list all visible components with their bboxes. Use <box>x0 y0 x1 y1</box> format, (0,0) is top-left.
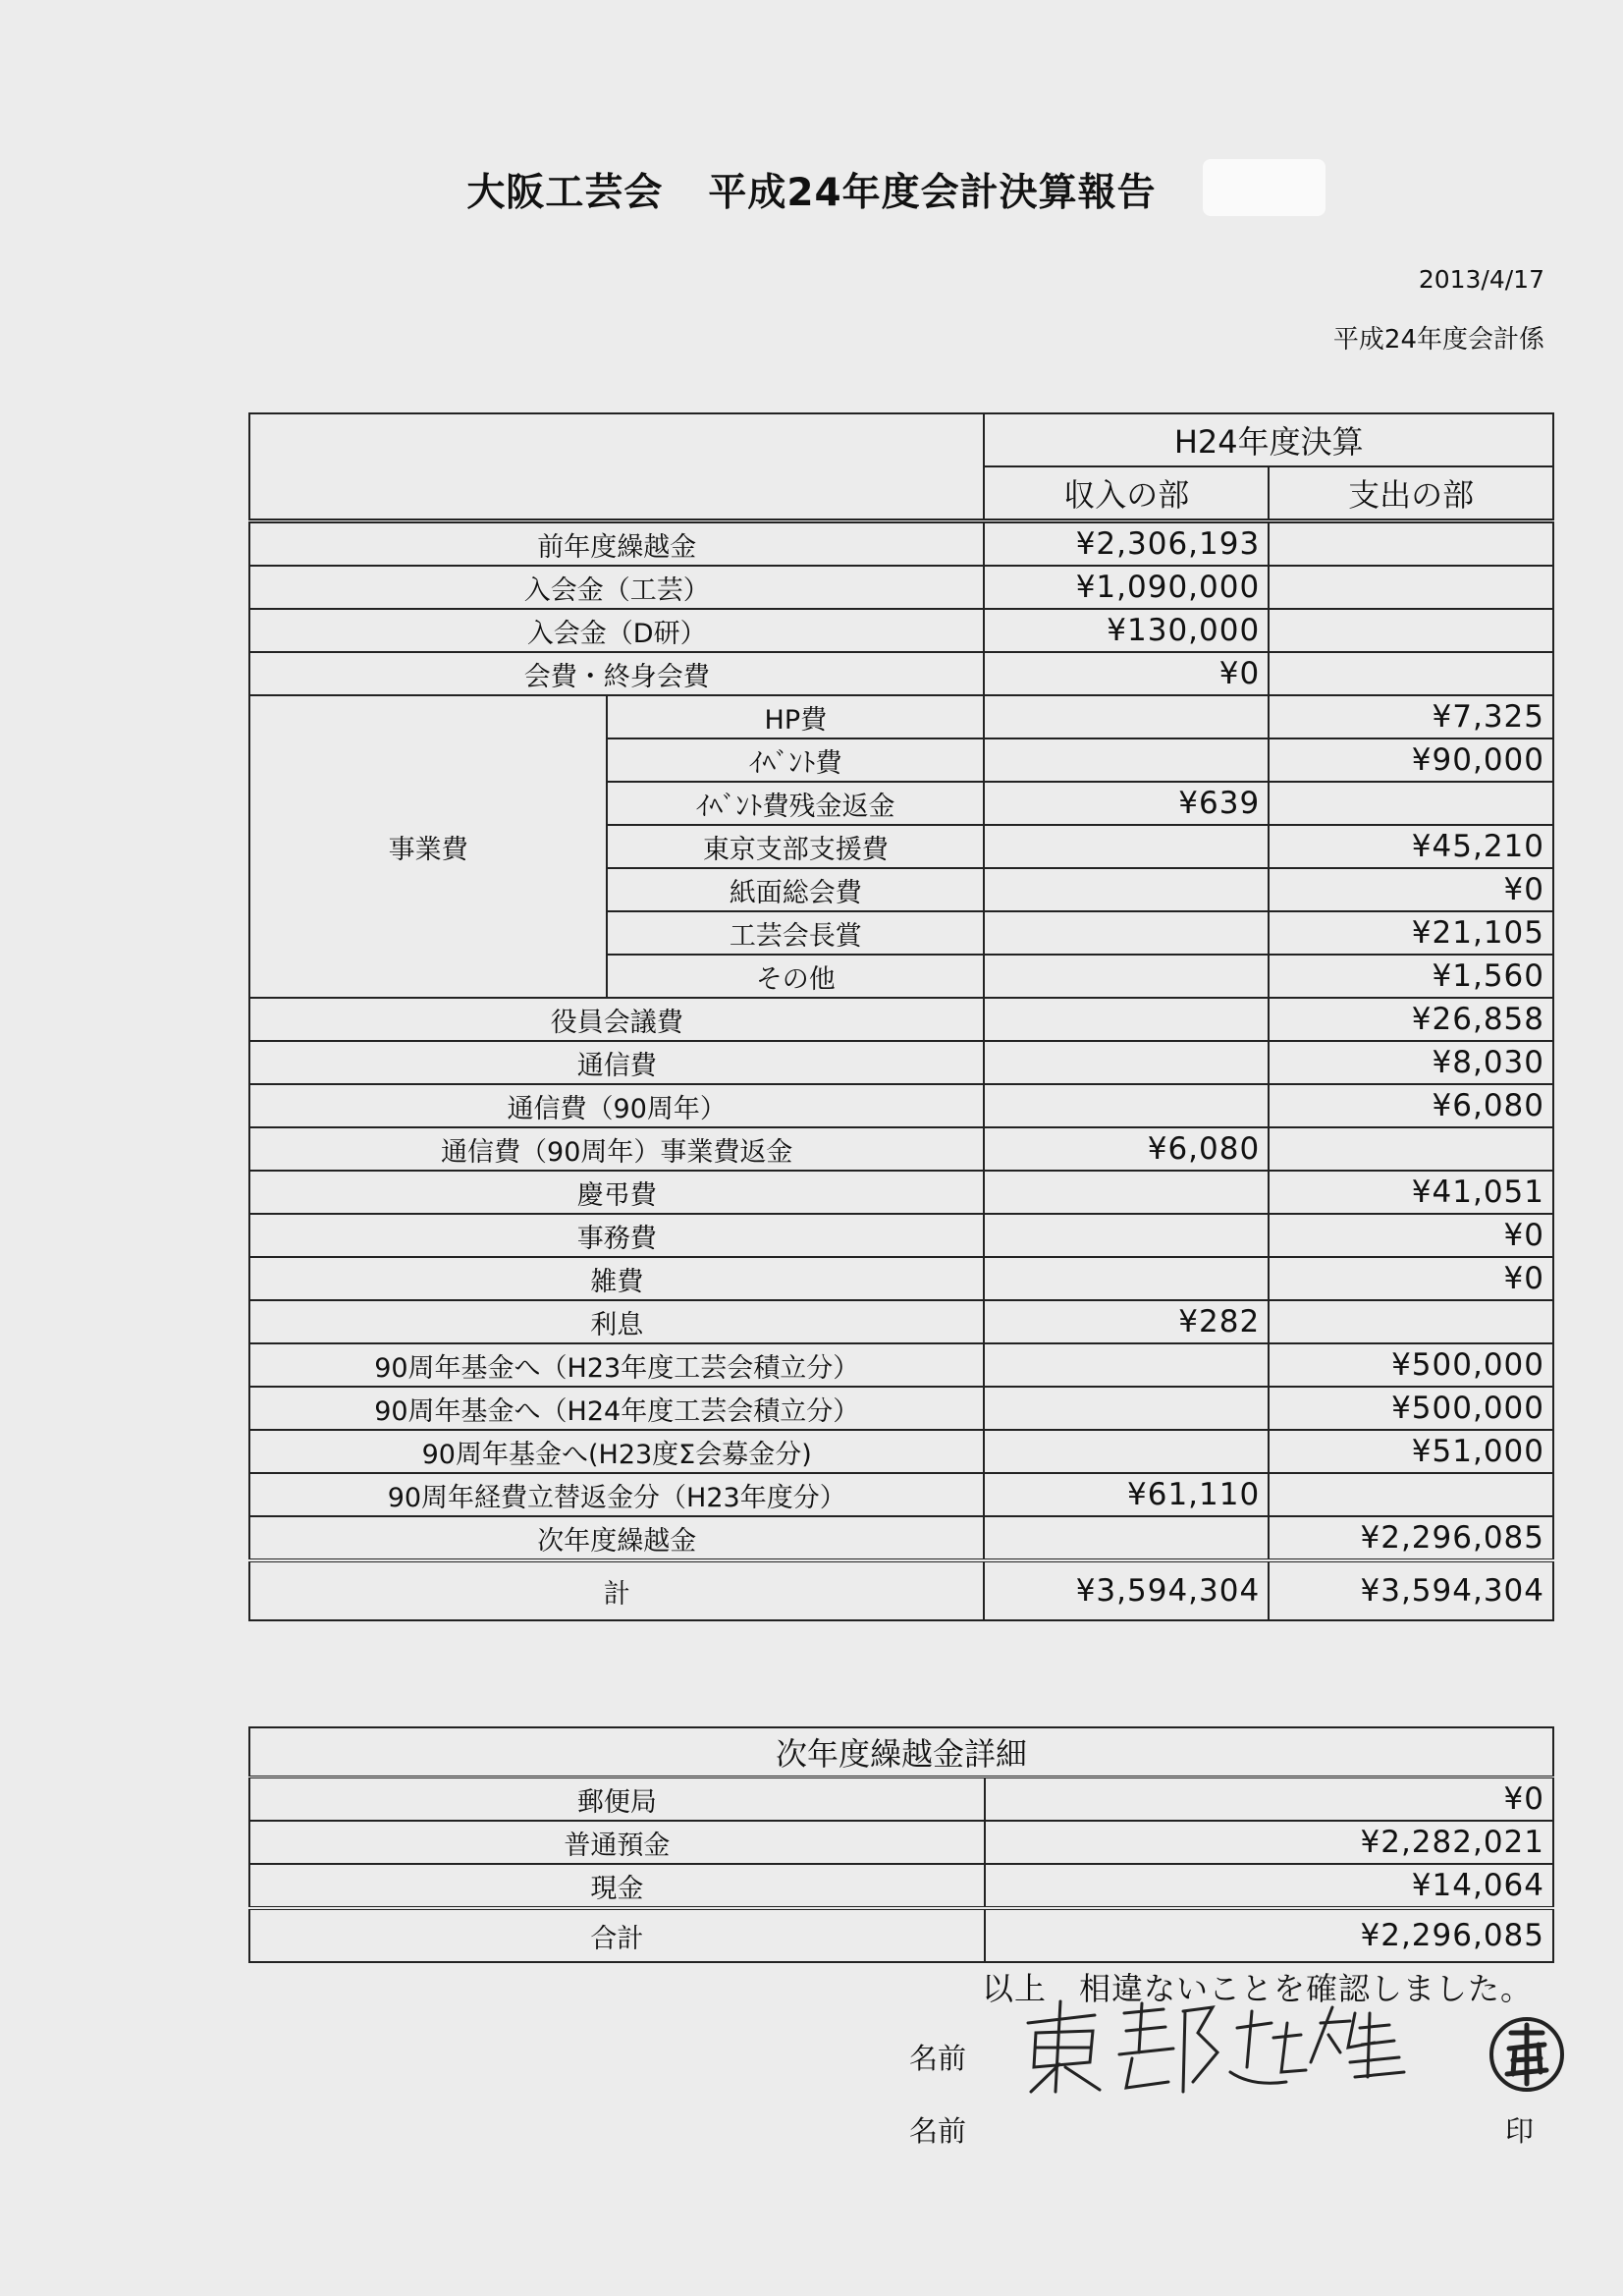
expense-amount: ¥0 <box>1269 1257 1553 1300</box>
expense-amount: ¥45,210 <box>1269 825 1553 868</box>
row-label: 会費・終身会費 <box>249 652 984 695</box>
header-blank-cell <box>249 413 984 521</box>
row-label: 前年度繰越金 <box>249 521 984 567</box>
row-label: 雑費 <box>249 1257 984 1300</box>
row-label: 次年度繰越金 <box>249 1516 984 1560</box>
detail-total-label: 合計 <box>249 1908 985 1962</box>
row-label: ｲﾍﾞﾝﾄ費残金返金 <box>607 782 984 825</box>
settlement-table <box>248 412 1554 1621</box>
expense-amount: ¥51,000 <box>1269 1430 1553 1473</box>
personal-seal-stamp <box>1488 2015 1566 2098</box>
expense-header: 支出の部 <box>1269 466 1553 521</box>
detail-amount: ¥0 <box>985 1777 1553 1822</box>
expense-amount <box>1269 1300 1553 1343</box>
expense-amount: ¥21,105 <box>1269 911 1553 955</box>
income-amount: ¥282 <box>984 1300 1269 1343</box>
income-amount: ¥61,110 <box>984 1473 1269 1516</box>
row-label: 慶弔費 <box>249 1171 984 1214</box>
expense-amount <box>1269 1473 1553 1516</box>
table-row <box>249 1084 1553 1127</box>
period-header: H24年度決算 <box>984 413 1553 466</box>
handwritten-signature <box>1016 1994 1448 2105</box>
expense-amount: ¥2,296,085 <box>1269 1516 1553 1560</box>
name-label-2: 名前 <box>909 2114 967 2148</box>
row-label: 紙面総会費 <box>607 868 984 911</box>
row-label: 90周年基金へ（H24年度工芸会積立分） <box>249 1387 984 1430</box>
table-row <box>249 1214 1553 1257</box>
expense-amount: ¥90,000 <box>1269 738 1553 782</box>
income-amount <box>984 1041 1269 1084</box>
expense-amount: ¥6,080 <box>1269 1084 1553 1127</box>
income-amount <box>984 738 1269 782</box>
income-amount: ¥639 <box>984 782 1269 825</box>
confirmation-text: 以上 相違ないことを確認しました。 <box>982 1970 1534 2007</box>
table-row <box>249 1430 1553 1473</box>
detail-amount: ¥14,064 <box>985 1864 1553 1908</box>
table-row <box>249 1300 1553 1343</box>
total-row <box>249 1560 1553 1620</box>
carryover-detail-table <box>248 1726 1554 1963</box>
table-row <box>249 1343 1553 1387</box>
detail-amount: ¥2,282,021 <box>985 1821 1553 1864</box>
income-amount <box>984 911 1269 955</box>
row-label: 役員会議費 <box>249 998 984 1041</box>
income-amount: ¥6,080 <box>984 1127 1269 1171</box>
expense-amount: ¥0 <box>1269 868 1553 911</box>
income-amount: ¥2,306,193 <box>984 521 1269 567</box>
table-row <box>249 998 1553 1041</box>
name-label-1: 名前 <box>909 2042 967 2075</box>
income-amount <box>984 1257 1269 1300</box>
row-label: その他 <box>607 955 984 998</box>
income-amount: ¥0 <box>984 652 1269 695</box>
income-amount <box>984 998 1269 1041</box>
row-label: ｲﾍﾞﾝﾄ費 <box>607 738 984 782</box>
detail-total-amount: ¥2,296,085 <box>985 1908 1553 1962</box>
row-label: 90周年経費立替返金分（H23年度分） <box>249 1473 984 1516</box>
income-amount <box>984 825 1269 868</box>
expense-amount: ¥3,594,304 <box>1269 1560 1553 1620</box>
expense-amount <box>1269 782 1553 825</box>
row-label: 通信費 <box>249 1041 984 1084</box>
table-row <box>249 1473 1553 1516</box>
income-amount: ¥1,090,000 <box>984 566 1269 609</box>
row-label: 事務費 <box>249 1214 984 1257</box>
expense-amount: ¥500,000 <box>1269 1343 1553 1387</box>
report-date: 2013/4/17 <box>1418 265 1544 294</box>
table-row <box>249 609 1553 652</box>
document-title <box>0 162 1623 217</box>
row-label: 入会金（工芸） <box>249 566 984 609</box>
income-amount <box>984 1430 1269 1473</box>
detail-label: 普通預金 <box>249 1821 985 1864</box>
income-amount <box>984 1387 1269 1430</box>
table-row <box>249 695 1553 738</box>
row-label: 工芸会長賞 <box>607 911 984 955</box>
detail-label: 現金 <box>249 1864 985 1908</box>
expense-amount <box>1269 609 1553 652</box>
expense-amount: ¥26,858 <box>1269 998 1553 1041</box>
table-row <box>249 566 1553 609</box>
expense-amount <box>1269 652 1553 695</box>
org-name: 大阪工芸会 <box>466 171 664 215</box>
expense-amount: ¥500,000 <box>1269 1387 1553 1430</box>
table-row <box>249 1777 1553 1822</box>
income-header: 収入の部 <box>984 466 1269 521</box>
table-row <box>249 1516 1553 1560</box>
expense-amount: ¥0 <box>1269 1214 1553 1257</box>
table-row <box>249 1387 1553 1430</box>
income-amount <box>984 1214 1269 1257</box>
table-row <box>249 1041 1553 1084</box>
row-label: 90周年基金へ(H23度Σ会募金分) <box>249 1430 984 1473</box>
income-amount <box>984 1171 1269 1214</box>
expense-amount: ¥7,325 <box>1269 695 1553 738</box>
row-label: 通信費（90周年）事業費返金 <box>249 1127 984 1171</box>
business-expense-group-label: 事業費 <box>249 695 607 998</box>
row-label: 東京支部支援費 <box>607 825 984 868</box>
detail-total-row <box>249 1908 1553 1962</box>
table-row <box>249 521 1553 567</box>
income-amount <box>984 695 1269 738</box>
table-row <box>249 1821 1553 1864</box>
department: 平成24年度会計係 <box>1332 325 1544 355</box>
row-label: 入会金（D研） <box>249 609 984 652</box>
row-label: HP費 <box>607 695 984 738</box>
income-amount <box>984 1516 1269 1560</box>
detail-title: 次年度繰越金詳細 <box>249 1727 1553 1777</box>
income-amount: ¥130,000 <box>984 609 1269 652</box>
table-row <box>249 652 1553 695</box>
table-row <box>249 1257 1553 1300</box>
expense-amount <box>1269 566 1553 609</box>
income-amount <box>984 955 1269 998</box>
row-label: 通信費（90周年） <box>249 1084 984 1127</box>
expense-amount: ¥1,560 <box>1269 955 1553 998</box>
seal-label: 印 <box>1505 2114 1535 2148</box>
report-title: 平成24年度会計決算報告 <box>708 171 1157 215</box>
expense-amount: ¥8,030 <box>1269 1041 1553 1084</box>
expense-amount: ¥41,051 <box>1269 1171 1553 1214</box>
row-label: 計 <box>249 1560 984 1620</box>
expense-amount <box>1269 1127 1553 1171</box>
table-row <box>249 1171 1553 1214</box>
detail-label: 郵便局 <box>249 1777 985 1822</box>
redaction-patch <box>1203 159 1325 216</box>
income-amount <box>984 868 1269 911</box>
row-label: 90周年基金へ（H23年度工芸会積立分） <box>249 1343 984 1387</box>
table-row <box>249 1127 1553 1171</box>
expense-amount <box>1269 521 1553 567</box>
row-label: 利息 <box>249 1300 984 1343</box>
table-row <box>249 1864 1553 1908</box>
income-amount <box>984 1343 1269 1387</box>
income-amount: ¥3,594,304 <box>984 1560 1269 1620</box>
income-amount <box>984 1084 1269 1127</box>
